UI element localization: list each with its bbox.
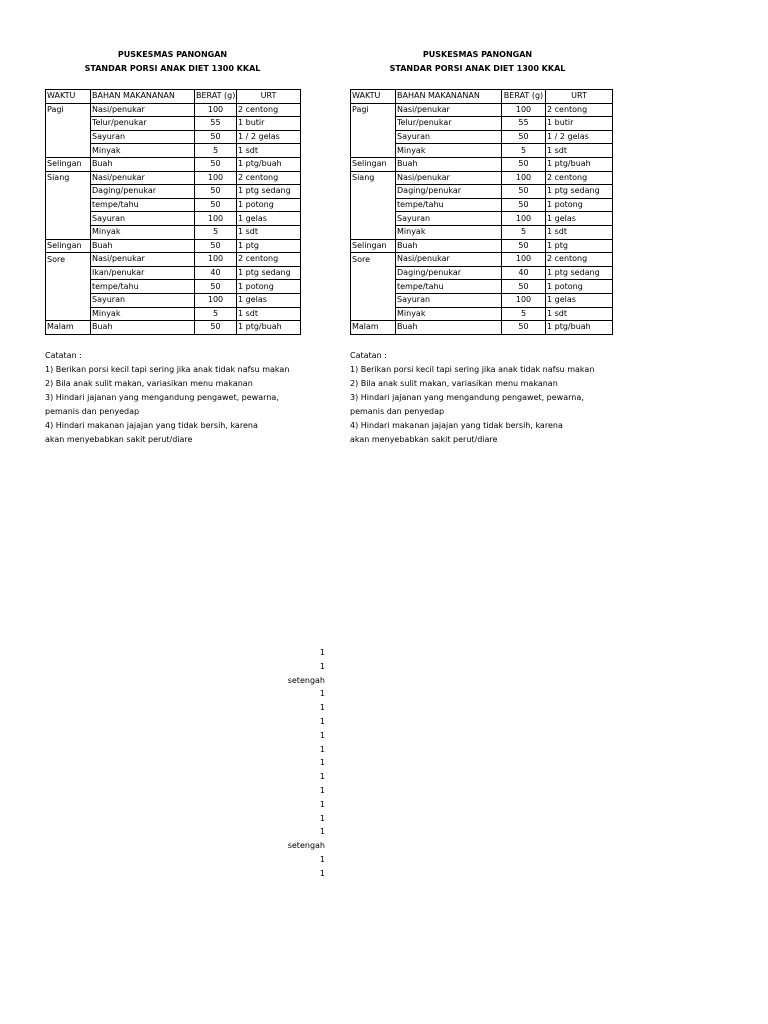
cell-bahan: Nasi/penukar bbox=[91, 253, 195, 267]
side-value: 1 bbox=[319, 868, 325, 878]
side-value: setengah bbox=[287, 675, 325, 685]
table-body bbox=[46, 103, 301, 334]
cell-berat: 100 bbox=[195, 293, 237, 307]
cell-urt: 1 potong bbox=[237, 198, 301, 212]
cell-bahan: Sayuran bbox=[91, 212, 195, 226]
cell-urt: 1 potong bbox=[546, 198, 613, 212]
table-row bbox=[46, 117, 301, 131]
cell-urt: 2 centong bbox=[237, 171, 301, 185]
cell-urt: 1 / 2 gelas bbox=[237, 130, 301, 144]
table-row bbox=[46, 225, 301, 239]
side-value-column bbox=[280, 646, 325, 881]
cell-urt: 1 ptg bbox=[546, 239, 613, 253]
side-value: 1 bbox=[319, 716, 325, 726]
table-row bbox=[46, 157, 301, 171]
cell-urt: 1 ptg/buah bbox=[237, 157, 301, 171]
table-row bbox=[46, 266, 301, 280]
table-row bbox=[46, 144, 301, 158]
sheet-right bbox=[350, 48, 605, 447]
cell-waktu bbox=[351, 117, 396, 131]
cell-waktu: Selingan bbox=[46, 157, 91, 171]
cell-berat: 100 bbox=[195, 103, 237, 117]
table-row bbox=[351, 157, 613, 171]
cell-urt: 1 gelas bbox=[237, 293, 301, 307]
cell-bahan: Nasi/penukar bbox=[396, 171, 502, 185]
cell-berat: 50 bbox=[502, 185, 546, 199]
cell-bahan: Buah bbox=[396, 157, 502, 171]
cell-bahan: Minyak bbox=[396, 225, 502, 239]
cell-urt: 1 sdt bbox=[546, 225, 613, 239]
cell-bahan: tempe/tahu bbox=[91, 280, 195, 294]
notes-heading: Catatan : bbox=[350, 350, 387, 360]
sheet-subtitle: STANDAR PORSI ANAK DIET 1300 KKAL bbox=[84, 64, 261, 73]
table-row bbox=[46, 321, 301, 335]
table-row bbox=[46, 253, 301, 267]
note-line: 3) Hindari jajanan yang mengandung pengawet, pewarna, bbox=[45, 392, 279, 402]
side-value: 1 bbox=[319, 799, 325, 809]
cell-bahan: Nasi/penukar bbox=[91, 171, 195, 185]
table-row bbox=[351, 171, 613, 185]
cell-berat: 50 bbox=[195, 239, 237, 253]
cell-bahan: tempe/tahu bbox=[91, 198, 195, 212]
cell-waktu bbox=[351, 144, 396, 158]
cell-waktu: Malam bbox=[351, 321, 396, 335]
note-line: akan menyebabkan sakit perut/diare bbox=[350, 434, 498, 444]
cell-urt: 1 ptg/buah bbox=[237, 321, 301, 335]
cell-bahan: Minyak bbox=[91, 225, 195, 239]
cell-bahan: Daging/penukar bbox=[91, 185, 195, 199]
cell-bahan: tempe/tahu bbox=[396, 280, 502, 294]
cell-bahan: Ikan/penukar bbox=[91, 266, 195, 280]
cell-berat: 100 bbox=[195, 212, 237, 226]
cell-berat: 50 bbox=[195, 321, 237, 335]
header-urt: URT bbox=[237, 90, 301, 104]
cell-bahan: Minyak bbox=[91, 144, 195, 158]
cell-waktu bbox=[351, 293, 396, 307]
side-value: 1 bbox=[319, 661, 325, 671]
note-line: 1) Berikan porsi kecil tapi sering jika anak tidak nafsu makan bbox=[350, 364, 595, 374]
cell-berat: 100 bbox=[502, 293, 546, 307]
cell-urt: 1 sdt bbox=[237, 307, 301, 321]
side-value: 1 bbox=[319, 758, 325, 768]
cell-waktu bbox=[46, 185, 91, 199]
cell-waktu: Siang bbox=[46, 171, 91, 185]
notes-heading: Catatan : bbox=[45, 350, 82, 360]
cell-waktu bbox=[46, 266, 91, 280]
cell-urt: 2 centong bbox=[237, 103, 301, 117]
header-bahan: BAHAN MAKANANAN bbox=[91, 90, 195, 104]
cell-waktu bbox=[351, 130, 396, 144]
cell-waktu bbox=[351, 307, 396, 321]
cell-urt: 1 ptg sedang bbox=[237, 266, 301, 280]
note-line: 2) Bila anak sulit makan, variasikan menu makanan bbox=[45, 378, 253, 388]
cell-waktu bbox=[351, 266, 396, 280]
note-line: akan menyebabkan sakit perut/diare bbox=[45, 434, 193, 444]
side-value: setengah bbox=[287, 841, 325, 851]
cell-bahan: tempe/tahu bbox=[396, 198, 502, 212]
cell-waktu bbox=[46, 130, 91, 144]
cell-berat: 5 bbox=[195, 144, 237, 158]
cell-waktu: Selingan bbox=[351, 157, 396, 171]
side-value: 1 bbox=[319, 730, 325, 740]
cell-bahan: Buah bbox=[91, 321, 195, 335]
cell-berat: 50 bbox=[195, 185, 237, 199]
cell-bahan: Sayuran bbox=[91, 130, 195, 144]
cell-bahan: Nasi/penukar bbox=[91, 103, 195, 117]
table-row bbox=[351, 185, 613, 199]
notes bbox=[45, 349, 300, 447]
cell-berat: 50 bbox=[502, 157, 546, 171]
cell-waktu bbox=[46, 225, 91, 239]
note-line: 3) Hindari jajanan yang mengandung pengawet, pewarna, bbox=[350, 392, 584, 402]
cell-urt: 1 ptg sedang bbox=[546, 185, 613, 199]
cell-waktu: Malam bbox=[46, 321, 91, 335]
cell-urt: 1 gelas bbox=[546, 293, 613, 307]
note-line: pemanis dan penyedap bbox=[45, 406, 140, 416]
note-line: pemanis dan penyedap bbox=[350, 406, 445, 416]
cell-bahan: Daging/penukar bbox=[396, 185, 502, 199]
side-value: 1 bbox=[319, 813, 325, 823]
cell-waktu bbox=[46, 144, 91, 158]
cell-berat: 100 bbox=[502, 171, 546, 185]
table-row bbox=[46, 198, 301, 212]
diet-table bbox=[350, 89, 613, 335]
cell-urt: 1 potong bbox=[546, 280, 613, 294]
table-row bbox=[46, 103, 301, 117]
table-row bbox=[351, 266, 613, 280]
cell-berat: 100 bbox=[502, 103, 546, 117]
cell-berat: 5 bbox=[502, 144, 546, 158]
cell-bahan: Nasi/penukar bbox=[396, 253, 502, 267]
table-row bbox=[46, 212, 301, 226]
cell-urt: 1 ptg/buah bbox=[546, 321, 613, 335]
cell-bahan: Daging/penukar bbox=[396, 266, 502, 280]
cell-waktu bbox=[46, 293, 91, 307]
cell-urt: 1 sdt bbox=[237, 225, 301, 239]
cell-urt: 1 gelas bbox=[237, 212, 301, 226]
table-row bbox=[351, 293, 613, 307]
table-row bbox=[46, 130, 301, 144]
cell-urt: 2 centong bbox=[546, 171, 613, 185]
table-row bbox=[351, 321, 613, 335]
cell-urt: 1 sdt bbox=[237, 144, 301, 158]
cell-waktu: Selingan bbox=[46, 239, 91, 253]
cell-bahan: Telur/penukar bbox=[91, 117, 195, 131]
cell-berat: 55 bbox=[502, 117, 546, 131]
cell-urt: 1 sdt bbox=[546, 307, 613, 321]
cell-bahan: Buah bbox=[396, 239, 502, 253]
table-row bbox=[351, 253, 613, 267]
cell-berat: 50 bbox=[195, 280, 237, 294]
table-row bbox=[46, 280, 301, 294]
sheet-left bbox=[45, 48, 300, 447]
table-row bbox=[46, 293, 301, 307]
table-row bbox=[351, 280, 613, 294]
cell-waktu bbox=[46, 307, 91, 321]
notes bbox=[350, 349, 605, 447]
header-bahan: BAHAN MAKANANAN bbox=[396, 90, 502, 104]
cell-urt: 1 ptg sedang bbox=[546, 266, 613, 280]
cell-bahan: Sayuran bbox=[396, 130, 502, 144]
cell-urt: 2 centong bbox=[546, 253, 613, 267]
table-row bbox=[46, 239, 301, 253]
side-value: 1 bbox=[319, 854, 325, 864]
side-value: 1 bbox=[319, 785, 325, 795]
side-value: 1 bbox=[319, 744, 325, 754]
cell-waktu bbox=[351, 198, 396, 212]
header-waktu: WAKTU bbox=[46, 90, 91, 104]
cell-berat: 100 bbox=[502, 253, 546, 267]
cell-berat: 5 bbox=[195, 307, 237, 321]
cell-waktu: Pagi bbox=[351, 103, 396, 117]
table-row bbox=[46, 307, 301, 321]
cell-urt: 1 potong bbox=[237, 280, 301, 294]
cell-bahan: Minyak bbox=[396, 144, 502, 158]
cell-waktu bbox=[46, 212, 91, 226]
cell-urt: 1 ptg/buah bbox=[546, 157, 613, 171]
cell-urt: 1 butir bbox=[237, 117, 301, 131]
note-line: 4) Hindari makanan jajajan yang tidak bersih, karena bbox=[350, 420, 563, 430]
cell-waktu bbox=[351, 212, 396, 226]
cell-bahan: Sayuran bbox=[91, 293, 195, 307]
cell-urt: 2 centong bbox=[546, 103, 613, 117]
cell-berat: 40 bbox=[502, 266, 546, 280]
cell-bahan: Buah bbox=[91, 239, 195, 253]
diet-table bbox=[45, 89, 301, 335]
cell-urt: 1 gelas bbox=[546, 212, 613, 226]
cell-berat: 50 bbox=[502, 198, 546, 212]
cell-berat: 50 bbox=[195, 157, 237, 171]
cell-waktu bbox=[351, 225, 396, 239]
cell-urt: 1 ptg bbox=[237, 239, 301, 253]
cell-urt: 1 ptg sedang bbox=[237, 185, 301, 199]
cell-urt: 1 butir bbox=[546, 117, 613, 131]
sheet-subtitle: STANDAR PORSI ANAK DIET 1300 KKAL bbox=[389, 64, 566, 73]
cell-bahan: Telur/penukar bbox=[396, 117, 502, 131]
header-berat: BERAT (g) bbox=[195, 90, 237, 104]
cell-berat: 50 bbox=[195, 198, 237, 212]
table-row bbox=[46, 171, 301, 185]
sheet-title: PUSKESMAS PANONGAN bbox=[117, 50, 228, 59]
cell-berat: 50 bbox=[195, 130, 237, 144]
table-row bbox=[351, 225, 613, 239]
table-body bbox=[351, 103, 613, 334]
cell-waktu: Sore bbox=[351, 253, 396, 267]
cell-berat: 40 bbox=[195, 266, 237, 280]
cell-waktu bbox=[46, 280, 91, 294]
note-line: 4) Hindari makanan jajajan yang tidak bersih, karena bbox=[45, 420, 258, 430]
cell-berat: 100 bbox=[195, 253, 237, 267]
cell-urt: 1 sdt bbox=[546, 144, 613, 158]
cell-bahan: Sayuran bbox=[396, 212, 502, 226]
cell-bahan: Sayuran bbox=[396, 293, 502, 307]
table-row bbox=[351, 103, 613, 117]
table-row bbox=[351, 239, 613, 253]
cell-berat: 5 bbox=[502, 307, 546, 321]
cell-waktu bbox=[46, 117, 91, 131]
table-row bbox=[351, 212, 613, 226]
side-value: 1 bbox=[319, 648, 325, 657]
header-berat: BERAT (g) bbox=[502, 90, 546, 104]
cell-bahan: Nasi/penukar bbox=[396, 103, 502, 117]
cell-waktu: Siang bbox=[351, 171, 396, 185]
cell-bahan: Minyak bbox=[91, 307, 195, 321]
header-waktu: WAKTU bbox=[351, 90, 396, 104]
cell-berat: 50 bbox=[502, 130, 546, 144]
cell-berat: 55 bbox=[195, 117, 237, 131]
table-row bbox=[351, 307, 613, 321]
table-row bbox=[351, 130, 613, 144]
cell-bahan: Buah bbox=[91, 157, 195, 171]
header-urt: URT bbox=[546, 90, 613, 104]
cell-waktu: Sore bbox=[46, 253, 91, 267]
table-header-row bbox=[351, 90, 613, 104]
cell-waktu: Selingan bbox=[351, 239, 396, 253]
cell-berat: 5 bbox=[195, 225, 237, 239]
cell-urt: 1 / 2 gelas bbox=[546, 130, 613, 144]
cell-berat: 100 bbox=[195, 171, 237, 185]
cell-berat: 50 bbox=[502, 280, 546, 294]
cell-berat: 100 bbox=[502, 212, 546, 226]
cell-waktu bbox=[351, 280, 396, 294]
table-row bbox=[351, 144, 613, 158]
cell-berat: 50 bbox=[502, 239, 546, 253]
note-line: 2) Bila anak sulit makan, variasikan menu makanan bbox=[350, 378, 558, 388]
sheet-title: PUSKESMAS PANONGAN bbox=[422, 50, 533, 59]
side-value: 1 bbox=[319, 827, 325, 837]
cell-urt: 2 centong bbox=[237, 253, 301, 267]
table-row bbox=[46, 185, 301, 199]
table-row bbox=[351, 117, 613, 131]
cell-berat: 5 bbox=[502, 225, 546, 239]
side-value: 1 bbox=[319, 772, 325, 782]
cell-waktu: Pagi bbox=[46, 103, 91, 117]
cell-berat: 50 bbox=[502, 321, 546, 335]
cell-bahan: Buah bbox=[396, 321, 502, 335]
table-row bbox=[351, 198, 613, 212]
cell-waktu bbox=[46, 198, 91, 212]
cell-bahan: Minyak bbox=[396, 307, 502, 321]
table-header-row bbox=[46, 90, 301, 104]
side-value: 1 bbox=[319, 703, 325, 713]
cell-waktu bbox=[351, 185, 396, 199]
note-line: 1) Berikan porsi kecil tapi sering jika anak tidak nafsu makan bbox=[45, 364, 290, 374]
side-value: 1 bbox=[319, 689, 325, 699]
